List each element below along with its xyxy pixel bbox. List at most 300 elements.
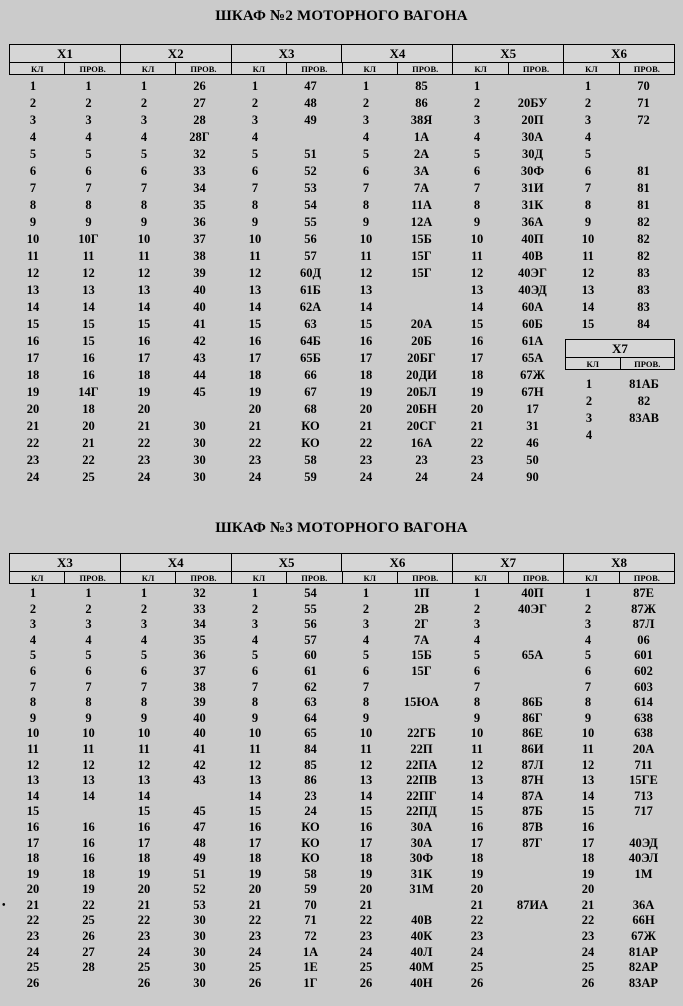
kl-cell: 20 (26, 402, 40, 416)
prov-cell: 63 (304, 695, 317, 710)
prov-cell: 50 (526, 453, 539, 467)
table-row (9, 163, 675, 180)
kl-cell: 9 (362, 215, 370, 229)
prov-cell: 71 (637, 96, 650, 110)
prov-header: ПРОВ. (287, 63, 342, 75)
kl-cell: 1 (140, 79, 148, 93)
kl-cell: 6 (251, 663, 259, 678)
prov-cell: 06 (637, 632, 650, 647)
kl-cell: 14 (137, 788, 151, 803)
prov-cell: 62 (304, 679, 317, 694)
prov-cell: 1 (85, 79, 92, 93)
table-row (9, 617, 675, 633)
kl-cell: 1 (29, 586, 37, 600)
prov-cell: 20А (410, 317, 433, 331)
prov-cell: 711 (634, 757, 653, 772)
kl-cell: 1 (585, 377, 593, 391)
kl-cell: 24 (137, 944, 151, 959)
prov-cell: 40П (521, 232, 544, 246)
prov-cell: 44 (193, 368, 206, 382)
prov-cell: 68 (304, 402, 317, 416)
kl-cell: 4 (473, 632, 481, 647)
kl-cell: 23 (470, 929, 484, 944)
table-row (9, 820, 675, 836)
kl-cell: 21 (359, 419, 373, 433)
prov-cell: 40ЭГ (518, 601, 547, 616)
table-row (9, 898, 675, 914)
prov-cell (501, 680, 564, 696)
prov-cell: 30 (193, 419, 206, 433)
kl-cell: 13 (470, 283, 484, 297)
kl-cell: 24 (470, 944, 484, 959)
table-row (9, 913, 675, 929)
kl-cell: 16 (26, 819, 40, 834)
prov-header: ПРОВ. (176, 572, 231, 584)
kl-cell: 9 (473, 215, 481, 229)
kl-cell: 20 (359, 882, 373, 897)
prov-cell: 65А (521, 351, 544, 365)
kl-cell: 13 (26, 283, 40, 297)
prov-cell: 54 (304, 586, 317, 600)
kl-cell: 22 (470, 436, 484, 450)
table-row (9, 976, 675, 992)
prov-cell: 21 (82, 436, 95, 450)
kl-cell (564, 452, 612, 469)
prov-cell: 16 (82, 819, 95, 834)
table-row (9, 789, 675, 805)
kl-cell: 24 (26, 944, 40, 959)
prov-cell: 34 (193, 617, 206, 632)
kl-cell: 11 (249, 741, 261, 756)
kl-cell: 2 (473, 96, 481, 110)
prov-cell: 56 (304, 232, 317, 246)
kl-cell: 3 (362, 617, 370, 632)
prov-cell: 40 (193, 726, 206, 741)
kl-cell: 3 (585, 411, 593, 425)
kl-cell: 15 (359, 804, 373, 819)
prov-cell: КО (301, 819, 320, 834)
kl-cell: 10 (137, 232, 151, 246)
kl-cell: 18 (359, 851, 373, 866)
kl-cell: 6 (473, 663, 481, 678)
prov-cell: 1Е (303, 960, 318, 975)
prov-cell: 53 (193, 897, 206, 912)
kl-cell: 22 (248, 913, 262, 928)
prov-cell: 55 (304, 601, 317, 616)
kl-cell: 12 (26, 266, 40, 280)
prov-cell (612, 820, 675, 836)
kl-cell: 19 (470, 385, 484, 399)
prov-cell: 40 (193, 300, 206, 314)
table-row (9, 773, 675, 789)
prov-cell: 86 (415, 96, 428, 110)
table-row (9, 265, 675, 282)
prov-cell (501, 633, 564, 649)
group-header-x3: X3 (232, 45, 343, 62)
prov-cell: 41 (193, 741, 206, 756)
prov-cell: 52 (304, 164, 317, 178)
prov-cell: 82АР (628, 960, 659, 975)
prov-cell: 72 (637, 113, 650, 127)
kl-cell: 5 (473, 648, 481, 663)
kl-cell: 14 (581, 788, 595, 803)
table-row (9, 680, 675, 696)
prov-cell: 11 (82, 249, 95, 263)
prov-cell: 23 (304, 788, 317, 803)
prov-cell: 6 (85, 164, 92, 178)
kl-cell: 1 (251, 586, 259, 600)
kl-cell: 19 (26, 385, 40, 399)
prov-cell: 1А (302, 944, 319, 959)
prov-cell: 31М (409, 882, 434, 897)
kl-cell: 14 (359, 788, 373, 803)
kl-cell: 18 (26, 368, 40, 382)
kl-header: КЛ (564, 572, 619, 584)
group-header-x7: X7 (453, 554, 564, 571)
prov-cell: 638 (634, 710, 653, 725)
prov-cell: 18 (82, 866, 95, 881)
group-header-x6: X6 (611, 46, 627, 61)
kl-cell: 10 (359, 232, 373, 246)
prov-cell: 15Б (411, 232, 432, 246)
kl-cell: 4 (140, 130, 148, 144)
kl-cell: 20 (26, 882, 40, 897)
prov-header: ПРОВ. (176, 63, 231, 75)
table-row (9, 214, 675, 231)
prov-cell: 82 (637, 394, 651, 408)
prov-cell: 7 (85, 679, 92, 694)
kl-cell: 10 (26, 726, 40, 741)
kl-cell: 13 (359, 773, 373, 788)
kl-cell: 4 (251, 130, 259, 144)
prov-cell: 36А (521, 215, 544, 229)
prov-cell: 48 (193, 835, 206, 850)
prov-cell: КО (301, 419, 320, 433)
kl-cell: 15 (26, 804, 40, 819)
kl-cell: 22 (248, 436, 262, 450)
table-row (9, 648, 675, 664)
kl-cell: 11 (471, 249, 483, 263)
kl-cell: 13 (137, 773, 151, 788)
prov-cell: 30 (193, 453, 206, 467)
kl-cell: 4 (473, 130, 481, 144)
kl-cell: 13 (581, 773, 595, 788)
prov-cell: 87Е (633, 586, 654, 600)
prov-cell: 81 (637, 181, 650, 195)
table-row (9, 726, 675, 742)
prov-cell: 43 (193, 351, 206, 365)
prov-cell (501, 929, 564, 945)
kl-cell: 9 (140, 215, 148, 229)
kl-cell: 21 (359, 897, 373, 912)
kl-cell: 2 (362, 601, 370, 616)
kl-cell: 5 (251, 147, 259, 161)
kl-cell: 9 (29, 215, 37, 229)
group-header-x5: X5 (453, 45, 564, 62)
kl-cell: 7 (29, 679, 37, 694)
group-header-x8: X8 (611, 555, 627, 570)
prov-cell (501, 913, 564, 929)
prov-cell: 83 (637, 266, 650, 280)
kl-cell: 6 (29, 164, 37, 178)
kl-cell: 19 (470, 866, 484, 881)
kl-cell: 7 (584, 181, 592, 195)
prov-cell: 13 (82, 283, 95, 297)
kl-header: КЛ (453, 572, 508, 584)
kl-cell: 13 (26, 773, 40, 788)
kl-cell: 12 (581, 757, 595, 772)
prov-cell: 65 (304, 726, 317, 741)
prov-cell: 22 (82, 453, 95, 467)
table-row (9, 180, 675, 197)
kl-cell: 10 (248, 726, 262, 741)
kl-cell: 10 (248, 232, 262, 246)
kl-cell: 21 (26, 897, 40, 912)
kl-cell: 6 (140, 663, 148, 678)
kl-cell: 1 (584, 79, 592, 93)
kl-cell: 17 (470, 351, 484, 365)
prov-cell: 15 (82, 317, 95, 331)
kl-cell: 11 (360, 249, 372, 263)
prov-cell (612, 452, 675, 469)
prov-cell: 4 (85, 632, 92, 647)
table-row (9, 758, 675, 774)
kl-cell: 19 (26, 866, 40, 881)
kl-header: КЛ (564, 63, 619, 75)
prov-cell: 86Е (522, 726, 543, 741)
kl-cell: 12 (137, 266, 151, 280)
kl-header: КЛ (10, 572, 65, 584)
kl-cell: 13 (581, 283, 595, 297)
kl-cell: 21 (137, 897, 151, 912)
kl-cell: 1 (584, 586, 592, 600)
kl-cell: 3 (140, 113, 148, 127)
prov-cell: 33 (193, 601, 206, 616)
kl-cell: 12 (470, 266, 484, 280)
kl-cell: 13 (137, 283, 151, 297)
prov-cell: 11А (411, 198, 432, 212)
kl-cell: 11 (249, 249, 261, 263)
kl-cell: 20 (581, 882, 595, 897)
prov-cell: 72 (304, 929, 317, 944)
kl-cell: 23 (359, 453, 373, 467)
kl-cell: 16 (581, 819, 595, 834)
prov-cell: 22П (410, 741, 433, 756)
prov-cell: 67 (304, 385, 317, 399)
prov-cell (501, 78, 564, 95)
kl-cell: 15 (26, 317, 40, 331)
prov-cell (390, 299, 453, 316)
section2-table-body (9, 586, 675, 991)
prov-cell (612, 146, 675, 163)
table-row (565, 376, 675, 393)
kl-cell: 16 (26, 334, 40, 348)
kl-cell: 16 (248, 334, 262, 348)
kl-cell: 4 (29, 632, 37, 647)
prov-cell: 84 (304, 741, 317, 756)
kl-cell: 1 (251, 79, 259, 93)
prov-cell: 2В (414, 601, 429, 616)
kl-cell: 9 (251, 710, 259, 725)
prov-cell (168, 401, 231, 418)
kl-cell: 18 (470, 851, 484, 866)
prov-cell: 64 (304, 710, 317, 725)
prov-cell: 81 (637, 198, 650, 212)
kl-cell: 7 (473, 181, 481, 195)
kl-cell: 12 (26, 757, 40, 772)
prov-cell: 15Г (411, 249, 432, 263)
prov-cell: 83 (637, 300, 650, 314)
kl-cell: 13 (359, 283, 373, 297)
kl-cell: 21 (581, 897, 595, 912)
kl-cell: 14 (470, 300, 484, 314)
kl-cell: 23 (137, 453, 151, 467)
section1-table-header (9, 44, 675, 75)
prov-cell: 28Г (189, 130, 210, 144)
kl-cell: 4 (585, 428, 593, 442)
kl-cell: 26 (359, 975, 373, 990)
kl-cell: 3 (140, 617, 148, 632)
kl-cell: 7 (29, 181, 37, 195)
kl-cell: 17 (470, 835, 484, 850)
kl-cell: 4 (251, 632, 259, 647)
kl-cell: 7 (251, 679, 259, 694)
kl-cell: 1 (473, 79, 481, 93)
kl-cell: 8 (251, 695, 259, 710)
prov-cell (168, 789, 231, 805)
prov-cell: 20А (632, 741, 655, 756)
prov-cell: 86 (304, 773, 317, 788)
prov-cell: 7А (413, 181, 430, 195)
kl-cell: 21 (137, 419, 151, 433)
kl-cell: 7 (140, 181, 148, 195)
kl-cell: 19 (137, 866, 151, 881)
prov-cell: 24 (304, 804, 317, 819)
kl-cell: 8 (473, 198, 481, 212)
kl-cell: 14 (470, 788, 484, 803)
prov-cell: 16А (410, 436, 433, 450)
kl-cell: 10 (470, 232, 484, 246)
table-row (9, 299, 675, 316)
prov-cell: 30Ф (409, 851, 434, 866)
prov-cell: 14 (82, 788, 95, 803)
kl-cell: 26 (137, 975, 151, 990)
kl-cell: 20 (359, 402, 373, 416)
table-row (9, 867, 675, 883)
kl-cell: 5 (362, 147, 370, 161)
kl-cell: 20 (470, 882, 484, 897)
kl-cell: 11 (138, 249, 150, 263)
prov-cell: 82 (637, 249, 650, 263)
prov-cell: 12 (82, 757, 95, 772)
prov-cell: 48 (304, 96, 317, 110)
table-row (9, 282, 675, 299)
kl-cell: 20 (248, 882, 262, 897)
kl-cell: 14 (26, 788, 40, 803)
kl-cell: 26 (248, 975, 262, 990)
kl-cell: 16 (248, 819, 262, 834)
prov-cell: 28 (82, 960, 95, 975)
table-row (9, 851, 675, 867)
kl-cell: 24 (137, 470, 151, 484)
prov-cell: 30А (410, 835, 433, 850)
prov-cell: 8 (85, 695, 92, 710)
table-row (9, 452, 675, 469)
prov-cell: 25 (82, 470, 95, 484)
prov-cell: 22 (82, 897, 95, 912)
prov-cell: 39 (193, 266, 206, 280)
prov-cell: 55 (304, 215, 317, 229)
prov-cell: 65Б (300, 351, 321, 365)
prov-cell: 32 (193, 586, 206, 600)
kl-cell: 6 (29, 663, 37, 678)
prov-cell (390, 898, 453, 914)
prov-cell: 87Л (521, 757, 544, 772)
table-row (565, 410, 675, 427)
section2-title: ШКАФ №3 МОТОРНОГО ВАГОНА (215, 520, 468, 536)
prov-cell: 87Б (522, 804, 543, 819)
prov-cell: 38 (193, 679, 206, 694)
kl-cell: 24 (26, 470, 40, 484)
prov-cell: 60Б (522, 317, 543, 331)
prov-cell: 25 (82, 913, 95, 928)
prov-cell: 60А (521, 300, 544, 314)
kl-cell: 16 (137, 819, 151, 834)
kl-cell: 18 (581, 851, 595, 866)
prov-cell: 36А (632, 897, 655, 912)
table-row (9, 633, 675, 649)
prov-cell (501, 851, 564, 867)
kl-header: КЛ (343, 63, 398, 75)
prov-cell: 42 (193, 757, 206, 772)
prov-cell: КО (301, 436, 320, 450)
group-header-x1: X1 (10, 45, 121, 62)
kl-cell: 23 (359, 929, 373, 944)
kl-cell: 9 (473, 710, 481, 725)
kl-cell: 3 (251, 113, 259, 127)
kl-cell: 15 (470, 804, 484, 819)
kl-cell: 5 (362, 648, 370, 663)
kl-cell: 23 (581, 929, 595, 944)
prov-cell: 87В (522, 819, 543, 834)
prov-cell: 15ЮА (403, 695, 440, 710)
prov-cell: 40Л (410, 944, 433, 959)
kl-cell (564, 469, 612, 486)
kl-cell: 25 (248, 960, 262, 975)
prov-cell: 1М (634, 866, 653, 881)
prov-cell (390, 711, 453, 727)
kl-cell: 22 (359, 436, 373, 450)
table-row (9, 602, 675, 618)
table-row (9, 248, 675, 265)
kl-cell: 11 (582, 741, 594, 756)
group-header-x5: X5 (232, 554, 343, 571)
prov-cell: 638 (634, 726, 653, 741)
section1-x7-header (565, 339, 675, 370)
kl-cell: 8 (29, 695, 37, 710)
prov-cell: 28 (193, 113, 206, 127)
prov-cell: 81АР (628, 944, 659, 959)
table-row (9, 146, 675, 163)
prov-cell: 30 (193, 944, 206, 959)
prov-cell: 20ДИ (406, 368, 437, 382)
kl-header: КЛ (343, 572, 398, 584)
kl-cell: 16 (137, 334, 151, 348)
kl-cell: 17 (248, 835, 262, 850)
prov-cell: 86Б (522, 695, 543, 710)
prov-cell: 40 (193, 710, 206, 725)
kl-cell: 19 (359, 385, 373, 399)
